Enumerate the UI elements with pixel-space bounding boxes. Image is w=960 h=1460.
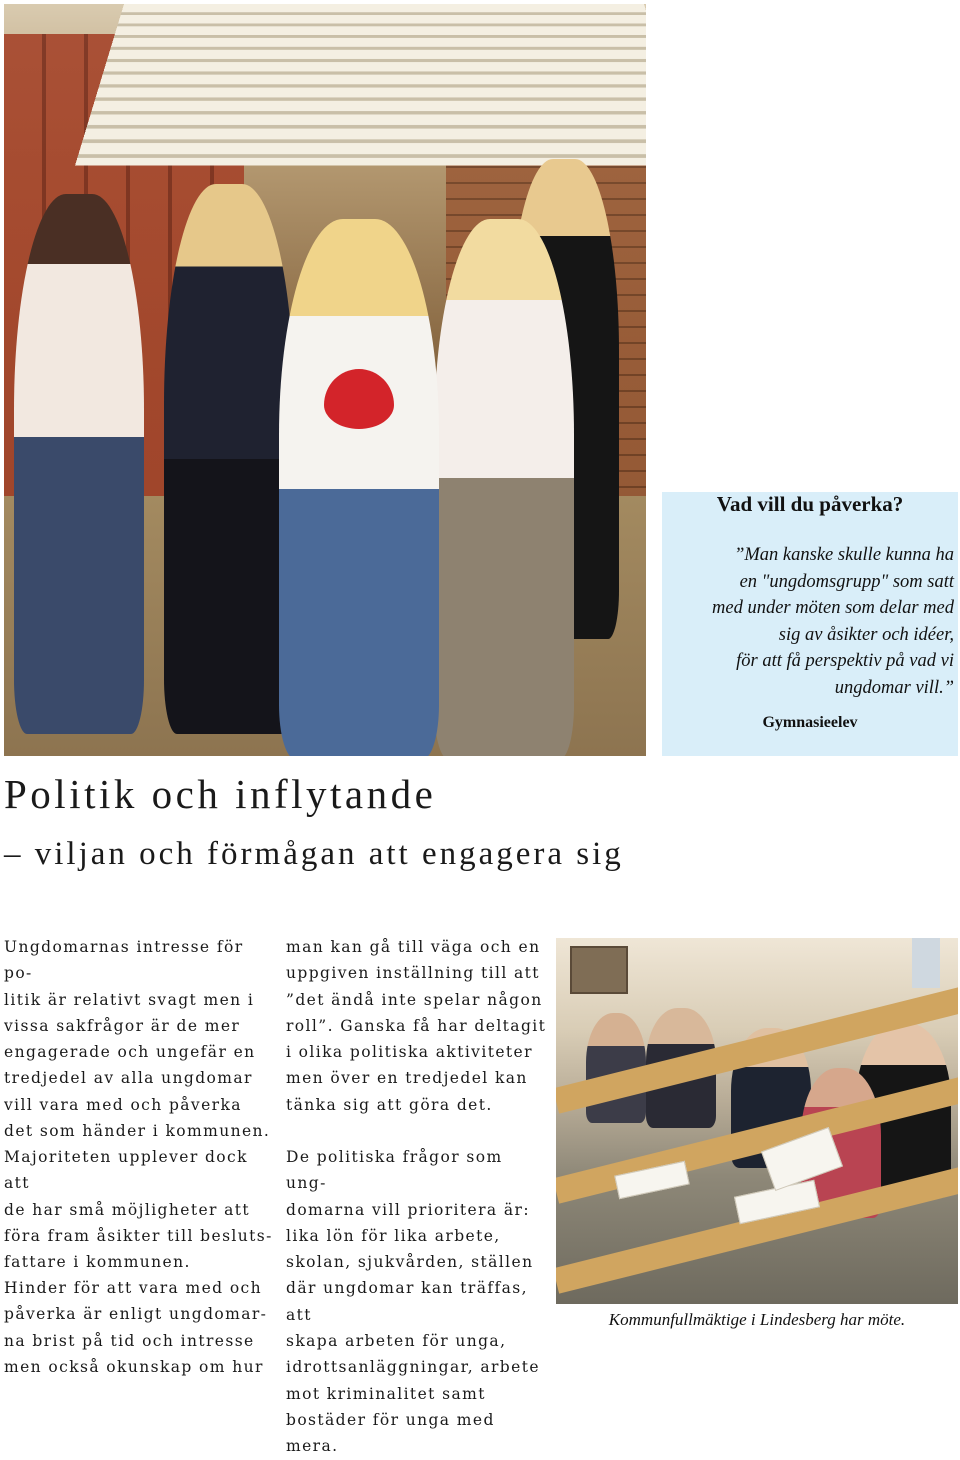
text-line: i olika politiska aktiviteter [286, 1043, 533, 1062]
text-line: vill vara med och påverka [4, 1095, 242, 1114]
text-line: Ungdomarnas intresse för po- [4, 938, 244, 983]
photo-person [14, 194, 144, 734]
quote-line: med under möten som delar med [712, 598, 954, 618]
text-line: engagerade och ungefär en [4, 1043, 256, 1062]
quote-line: ”Man kanske skulle kunna ha [734, 545, 954, 565]
quote-title: Vad vill du påverka? [716, 492, 904, 516]
quote-text [662, 542, 954, 701]
corridor-photo [4, 4, 646, 756]
photo-ceiling [75, 4, 646, 166]
text-line: fattare i kommunen. [4, 1253, 191, 1272]
text-line: tänka sig att göra det. [286, 1095, 493, 1114]
council-meeting-photo [556, 938, 958, 1304]
text-line: lika lön för lika arbete, [286, 1226, 501, 1245]
quote-line: en "ungdomsgrupp" som satt [739, 571, 954, 592]
text-line: uppgiven inställning till att [286, 964, 540, 983]
text-line: skapa arbeten för unga, [286, 1332, 507, 1351]
body-paragraph [4, 934, 274, 1144]
text-line: Majoriteten upplever dock att [4, 1148, 248, 1193]
text-line: na brist på tid och intresse [4, 1331, 255, 1350]
text-line: skolan, sjukvården, ställen [286, 1253, 534, 1272]
photo-person [434, 219, 574, 756]
page-subtitle: – viljan och förmågan att engagera sig [4, 836, 624, 872]
body-paragraph [286, 1144, 548, 1460]
page-title: Politik och inflytande [4, 771, 437, 817]
text-line: litik är relativt svagt men i [4, 990, 255, 1009]
body-paragraph [4, 1144, 274, 1275]
quote-box [662, 492, 958, 756]
text-line: mot kriminalitet samt [286, 1384, 486, 1403]
text-line: roll”. Ganska få har deltagit [286, 1016, 547, 1035]
photo-window [912, 938, 940, 988]
text-line: tredjedel av alla ungdomar [4, 1069, 253, 1088]
text-line: De politiska frågor som ung- [286, 1148, 503, 1193]
text-line: påverka är enligt ungdomar- [4, 1305, 268, 1324]
photo-person [279, 219, 439, 756]
text-line: de har små möjligheter att [4, 1200, 251, 1219]
quote-attribution: Gymnasieelev [762, 714, 858, 731]
body-paragraph [286, 934, 548, 1118]
photo-notice-board [570, 946, 628, 994]
text-line: föra fram åsikter till besluts- [4, 1226, 273, 1245]
text-line: idrottsanläggningar, arbete [286, 1358, 540, 1377]
text-line: bostäder för unga med mera. [286, 1410, 495, 1456]
text-line: där ungdomar kan träffas, att [286, 1279, 528, 1324]
text-line: man kan gå till väga och en [286, 938, 541, 956]
text-line: vissa sakfrågor är de mer [4, 1016, 241, 1035]
photo-caption: Kommunfullmäktige i Lindesberg har möte. [608, 1310, 906, 1329]
quote-line: för att få perspektiv på vad vi [736, 651, 954, 671]
text-line: det som händer i kommunen. [4, 1122, 271, 1141]
text-line: men också okunskap om hur [4, 1357, 264, 1376]
text-line: Hinder för att vara med och [4, 1279, 263, 1297]
quote-line: ungdomar vill.” [834, 677, 954, 698]
quote-line: sig av åsikter och idéer, [778, 624, 954, 645]
text-line: ”det ändå inte spelar någon [286, 990, 543, 1009]
text-line: men över en tredjedel kan [286, 1069, 528, 1088]
body-paragraph [4, 1275, 274, 1380]
photo-person [164, 184, 294, 734]
text-line: domarna vill prioritera är: [286, 1200, 530, 1219]
